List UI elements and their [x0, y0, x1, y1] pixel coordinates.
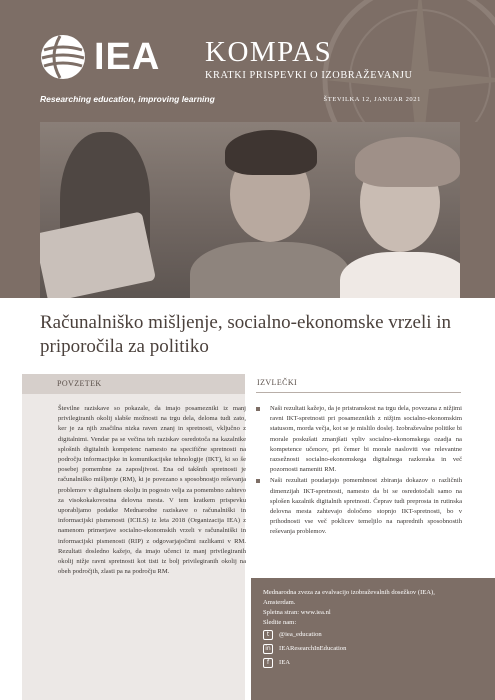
tagline: Researching education, improving learning [40, 94, 215, 104]
list-item [256, 404, 462, 475]
social-label: IEAResearchInEducation [279, 645, 347, 652]
photo-boy-shirt [190, 242, 350, 298]
iea-globe-icon [40, 34, 86, 80]
contact-panel [251, 578, 495, 700]
bullet-icon [256, 407, 260, 411]
abstract-item-text: Naši rezultati kažejo, da je pristranskost na trgu dela, povezana z nižjimi ravni IKT-spretnosti pri posameznikih z nižjim socialno-ekonomskim statusom, morda večja, kot se je mislilo doslej. Izobraževalne politike bi morale poskušati zmanjšati vpliv socialno-ekonomskega ozadja na kompetence učencev, pri čemer bi morale nasloviti vse relevantne razsežnosti socialno-ekonomskega digitalnega razkoraka in več pozornosti nameniti RM. [270, 405, 462, 474]
issue-number: ŠTEVILKA 12, JANUAR 2021 [323, 96, 421, 103]
photo-boy2-hair [355, 137, 460, 187]
header-band [0, 0, 495, 122]
cover-photo [40, 122, 460, 298]
photo-boy2-shirt [340, 252, 460, 298]
series-title: KOMPAS [205, 36, 333, 68]
social-label: @iea_education [279, 631, 322, 638]
website-link[interactable]: Spletna stran: www.iea.nl [263, 609, 331, 616]
iea-logo-text: IEA [94, 36, 161, 78]
abstract-divider [256, 392, 461, 393]
photo-tablet [40, 211, 156, 298]
abstract-item-text: Naši rezultati poudarjajo pomembnost zbiranja dokazov o različnih dimenzijah IKT-spretnosti, namesto da bi se osredotočali samo na splošen kazalnik digitalnih spretnosti. Čeprav tudi preprosta in rutinska delovna mesta zahtevajo določeno stopnjo IKT-spretnosti, bo v prihodnosti vse več poklicev temeljilo na naprednih sposobnostih reševanja problemov. [270, 477, 462, 536]
follow-label: Sledite nam: [263, 619, 297, 626]
photo-boy-hair [225, 130, 317, 175]
list-item [256, 476, 462, 537]
social-label: IEA [279, 659, 290, 666]
facebook-icon: f [263, 658, 273, 668]
linkedin-icon: in [263, 644, 273, 654]
twitter-icon: t [263, 630, 273, 640]
abstract-heading: IZVLEČKI [257, 378, 298, 387]
summary-text: Številne raziskave so pokazale, da imajo posamezniki iz manj privilegiranih okolij slabše možnosti na trgu dela, deloma tudi zato, ker je za njih značilna nizka raven znanj in spretnosti, vključno z digitalnimi. Vendar pa se večina teh raziskav osredotoča na kazalnike splošnih digitalnih kompetenc namesto na specifične spretnosti na področju informacijske in komunikacijske tehnologije (IKT), ki so še posebej pomembne za zaposljivost. Ena od takšnih spretnosti je računalniško mišljenje (RM), ki je povezano s sposobnostjo reševanja problemov v digitalnem okolju in pogosto velja za pomembno zahtevo za visokokakovostna delovna mesta. V tem kratkem prispevku uporabljamo podatke Mednarodne raziskave o računalniški in informacijski pismenosti (ICILS) iz leta 2018 (Organizacija IEA) z namenom primerjave socialno-ekonomskih vrzeli v računalniški in informacijski pismenosti (RIP) z odgovarjajočimi razlikami v RM. Rezultati dosledno kažejo, da imajo učenci iz manj privilegiranih okolij nižje ravni spretnosti kot tisti iz bolj privilegiranih okolij na obeh področjih, zlasti pa na področju RM. [58, 405, 246, 576]
page-title: Računalniško mišljenje, socialno-ekonomske vrzeli in priporočila za politiko [40, 312, 452, 357]
org-name: Mednarodna zveza za evalvacijo izobraževalnih dosežkov (IEA), [263, 589, 435, 596]
bullet-icon [256, 479, 260, 483]
series-subtitle: KRATKI PRISPEVKI O IZOBRAŽEVANJU [205, 70, 413, 81]
abstract-list [256, 404, 462, 539]
summary-panel [22, 374, 245, 700]
summary-heading: POVZETEK [57, 379, 102, 388]
org-city: Amsterdam. [263, 599, 296, 606]
summary-header [22, 374, 245, 394]
